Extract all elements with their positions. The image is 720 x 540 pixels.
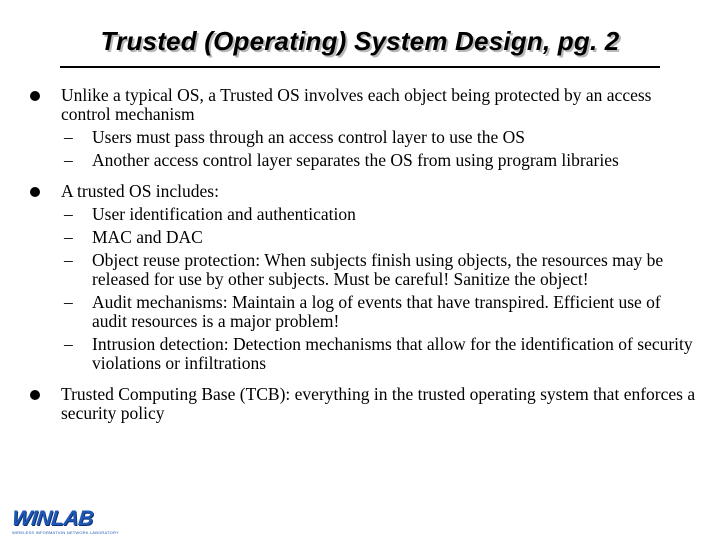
slide-title: Trusted (Operating) System Design, pg. 2 xyxy=(100,26,620,56)
bullet-text: Trusted Computing Base (TCB): everything in the trusted operating system that enforces a security policy xyxy=(61,384,696,423)
bullet-item xyxy=(0,86,720,124)
bullet-dot-icon xyxy=(30,390,40,400)
bullet-dot-icon xyxy=(30,91,40,101)
logo-tagline: WIRELESS INFORMATION NETWORK LABORATORY xyxy=(12,530,119,535)
dash-icon: – xyxy=(64,204,73,224)
slide-content xyxy=(0,86,720,423)
sub-bullet-text: Intrusion detection: Detection mechanisms that allow for the identification of security violations or infiltrations xyxy=(92,334,693,373)
sub-bullet-item xyxy=(0,335,720,373)
sub-bullet-item xyxy=(0,128,720,147)
dash-icon: – xyxy=(64,334,73,354)
dash-icon: – xyxy=(64,292,73,312)
sub-bullet-text: User identification and authentication xyxy=(92,204,356,224)
sub-bullet-text: MAC and DAC xyxy=(92,227,203,247)
dash-icon: – xyxy=(64,227,73,247)
winlab-logo xyxy=(12,508,120,534)
bullet-dot-icon xyxy=(30,187,40,197)
sub-bullet-text: Object reuse protection: When subjects finish using objects, the resources may be released for use by other subjects. Must be careful! Sanitize the object! xyxy=(92,250,664,289)
sub-bullet-item xyxy=(0,293,720,331)
sub-bullet-item xyxy=(0,205,720,224)
title-underline xyxy=(60,66,660,68)
sub-bullet-item xyxy=(0,251,720,289)
bullet-text: Unlike a typical OS, a Trusted OS involves each object being protected by an access control mechanism xyxy=(61,85,652,124)
sub-bullet-text: Another access control layer separates the OS from using program libraries xyxy=(92,150,619,170)
bullet-text: A trusted OS includes: xyxy=(61,181,219,201)
sub-bullet-text: Audit mechanisms: Maintain a log of events that have transpired. Efficient use of audit resources is a major problem! xyxy=(92,292,661,331)
sub-bullet-text: Users must pass through an access control layer to use the OS xyxy=(92,127,526,147)
bullet-item xyxy=(0,385,720,423)
logo-wordmark: WINLAB xyxy=(10,507,95,530)
bullet-item xyxy=(0,182,720,201)
dash-icon: – xyxy=(64,127,73,147)
sub-bullet-item xyxy=(0,228,720,247)
dash-icon: – xyxy=(64,150,73,170)
dash-icon: – xyxy=(64,250,73,270)
sub-bullet-item xyxy=(0,151,720,170)
